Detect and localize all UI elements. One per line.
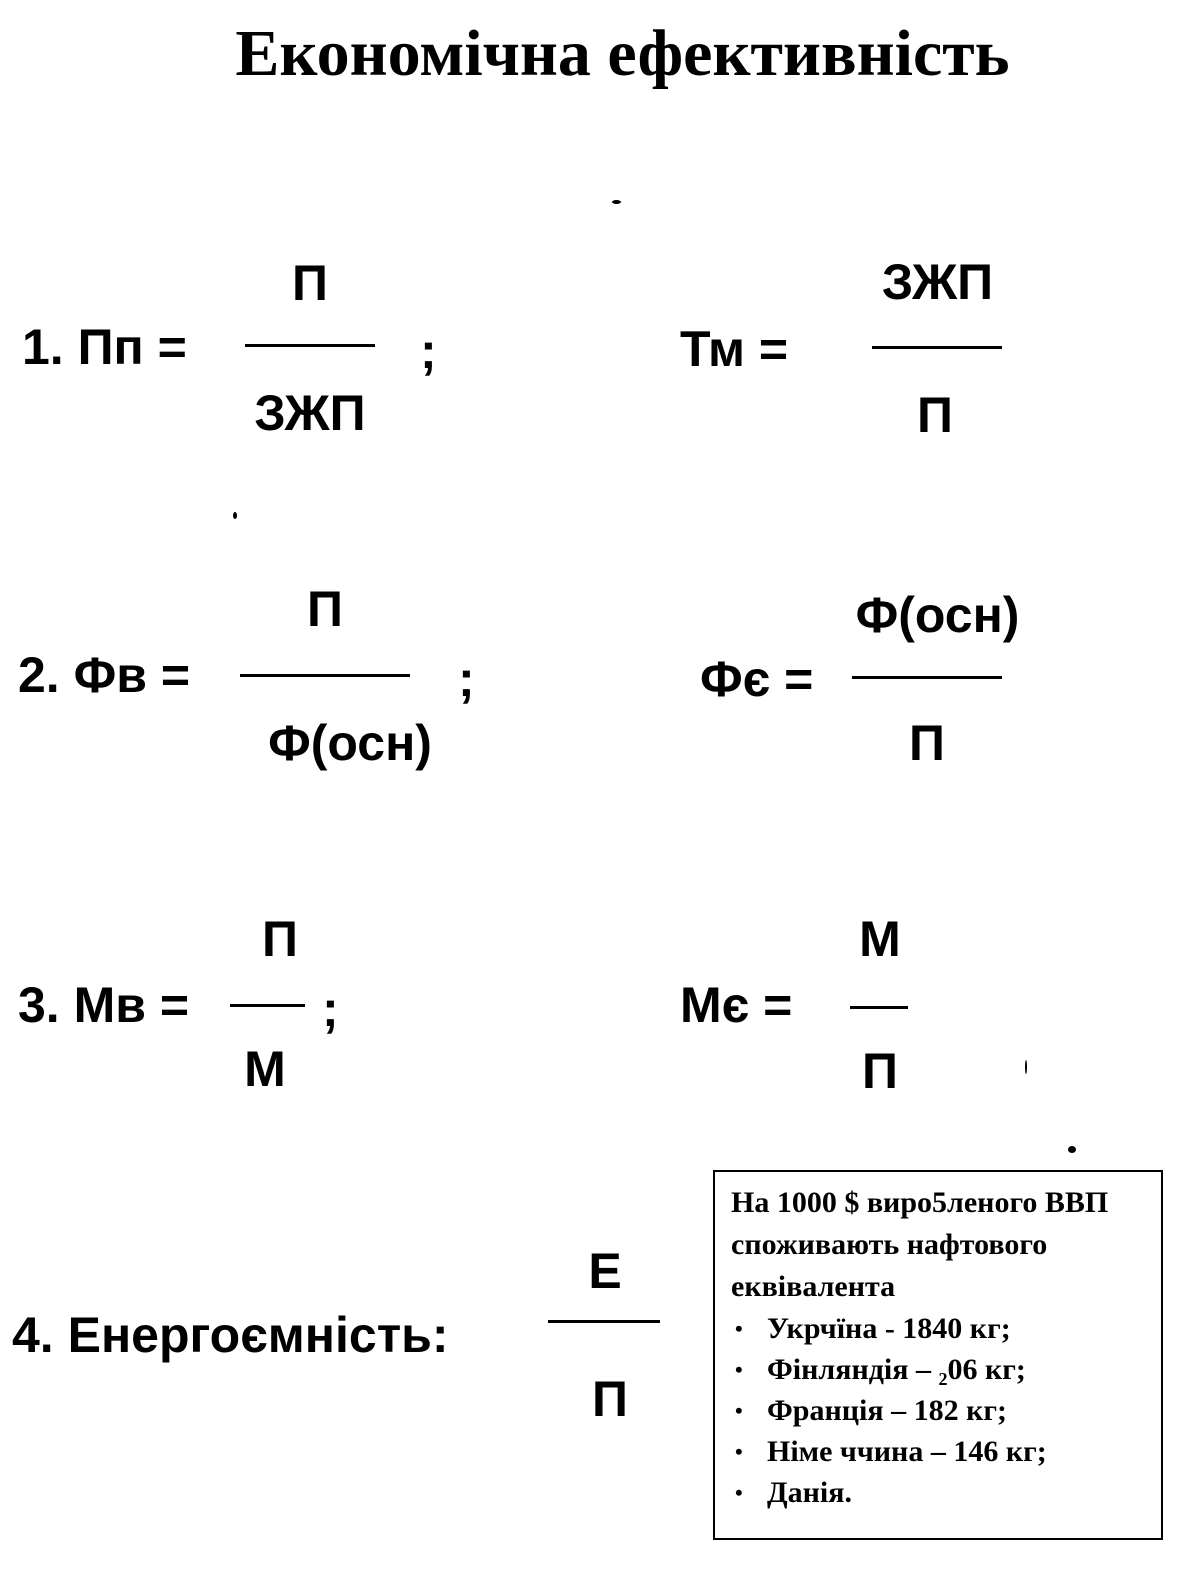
formula-numerator: Ф(осн) <box>855 587 1020 643</box>
country-list <box>731 1308 1149 1513</box>
fraction-bar <box>850 1006 908 1009</box>
formula-lhs: 1. Пп = <box>22 319 187 375</box>
formula-denominator: П <box>909 715 945 771</box>
formula-denominator: П <box>862 1043 898 1099</box>
scan-speck <box>1068 1146 1076 1153</box>
scan-speck <box>233 512 237 519</box>
formula-lhs: Фє = <box>700 651 814 707</box>
formula-separator: ; <box>458 651 475 707</box>
fraction-bar <box>245 344 375 347</box>
formula-lhs: Мє = <box>680 977 793 1033</box>
formula-denominator: П <box>592 1371 628 1427</box>
fraction-bar <box>230 1004 305 1007</box>
fraction-bar <box>548 1320 660 1323</box>
formula-numerator: П <box>292 255 328 311</box>
page-title: Економічна ефективність <box>235 17 1010 90</box>
formula-denominator: П <box>917 387 953 443</box>
fraction-bar <box>872 346 1002 349</box>
formula-lhs: 4. Енергоємність: <box>12 1307 449 1363</box>
formula-numerator: М <box>859 911 901 967</box>
formula-denominator: М <box>244 1041 286 1097</box>
list-item <box>731 1390 1149 1431</box>
formula-lhs: Тм = <box>680 321 789 377</box>
list-item <box>731 1431 1149 1472</box>
fraction-bar <box>240 674 410 677</box>
list-item <box>731 1472 1149 1513</box>
list-item <box>731 1349 1149 1390</box>
list-item-text: Данія. <box>767 1476 852 1509</box>
formula-denominator: ЗЖП <box>254 385 366 441</box>
energy-consumption-box <box>713 1170 1163 1540</box>
bullet-icon: • <box>735 1439 743 1464</box>
formula-numerator: П <box>262 911 298 967</box>
bullet-icon: • <box>735 1316 743 1341</box>
formula-separator: ; <box>420 323 437 379</box>
list-item-text: Німе ччина – 146 кг; <box>767 1435 1047 1468</box>
bullet-icon: • <box>735 1398 743 1423</box>
list-item-text: Укрчїна - 1840 кг; <box>767 1312 1011 1345</box>
formula-lhs: 3. Мв = <box>18 977 190 1033</box>
formula-lhs: 2. Фв = <box>18 647 191 703</box>
bullet-icon: • <box>735 1357 743 1382</box>
bullet-icon: • <box>735 1480 743 1505</box>
list-item-text: Франція – 182 кг; <box>767 1394 1007 1427</box>
fraction-bar <box>852 676 1002 679</box>
box-intro-text: На 1000 $ виро5леного ВВП споживають нафтового еквівалента <box>731 1186 1109 1303</box>
formula-numerator: П <box>307 581 343 637</box>
scan-speck <box>612 200 621 204</box>
scan-speck <box>1025 1060 1027 1074</box>
list-item <box>731 1308 1149 1349</box>
formula-numerator: ЗЖП <box>881 254 994 310</box>
formula-denominator: Ф(осн) <box>268 715 432 771</box>
formula-numerator: Е <box>588 1243 622 1299</box>
list-item-text: Фінляндія – ₂06 кг; <box>767 1353 1026 1386</box>
formula-separator: ; <box>322 981 339 1037</box>
